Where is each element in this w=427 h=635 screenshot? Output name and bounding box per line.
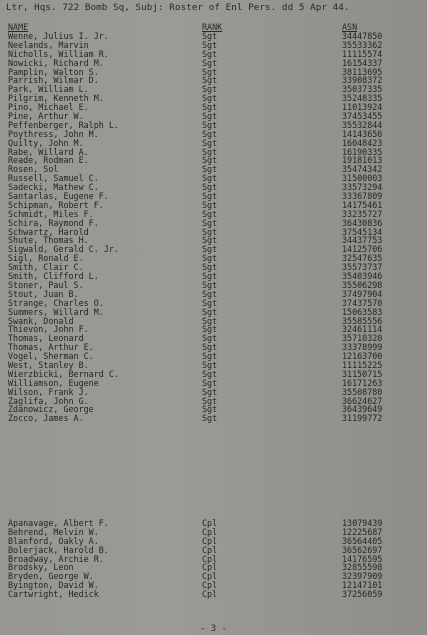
- roster-name: Schmidt, Miles F.: [8, 208, 94, 219]
- roster-asn: 35474342: [342, 164, 383, 175]
- roster-name: Bolerjack, Harold B.: [8, 544, 109, 555]
- roster-rank: Sgt: [202, 324, 218, 335]
- roster-rank: Cpl: [202, 553, 218, 564]
- roster-row: [0, 414, 427, 423]
- roster-rank: Cpl: [202, 571, 218, 582]
- roster-asn: 14143656: [342, 128, 383, 139]
- roster-asn: 12147101: [342, 580, 383, 591]
- roster-rank: Cpl: [202, 562, 218, 573]
- roster-asn: 34437753: [342, 235, 383, 246]
- roster-rank: Sgt: [202, 155, 218, 166]
- roster-rank: Sgt: [202, 146, 218, 157]
- roster-rank: Cpl: [202, 518, 218, 528]
- roster-name: Poythress, John M.: [8, 128, 99, 139]
- roster-asn: 32855598: [342, 562, 383, 573]
- roster-name: West, Stanley B.: [8, 359, 89, 370]
- roster-asn: 36624627: [342, 395, 383, 406]
- roster-name: Pine, Arthur W.: [8, 111, 84, 122]
- page-number: - 3 -: [199, 624, 228, 634]
- roster-asn: 11115574: [342, 48, 383, 59]
- roster-rank: Sgt: [202, 315, 218, 326]
- roster-name: Reade, Rodman E.: [8, 155, 89, 166]
- roster-asn: 35573737: [342, 262, 383, 273]
- roster-asn: 33367809: [342, 191, 383, 202]
- roster-asn: 33378999: [342, 342, 383, 353]
- column-header-rank: RANK: [202, 22, 223, 32]
- roster-asn: 35533362: [342, 39, 383, 50]
- roster-name: Park, William L.: [8, 84, 89, 95]
- roster-rank: Sgt: [202, 377, 218, 388]
- roster-rank: Cpl: [202, 580, 218, 591]
- roster-rank: Sgt: [202, 244, 218, 255]
- roster-name: Schwartz, Harold: [8, 226, 89, 237]
- roster-asn: 36439649: [342, 404, 383, 415]
- roster-asn: 33908372: [342, 75, 383, 86]
- roster-asn: 31199772: [342, 413, 383, 424]
- roster-name: Rabe, Willard A.: [8, 146, 89, 157]
- roster-name: Peffenberger, Ralph L.: [8, 119, 119, 130]
- roster-asn: 12163700: [342, 351, 383, 362]
- roster-name: Zocco, James A.: [8, 413, 84, 424]
- roster-name: Pilgrim, Kenneth M.: [8, 93, 104, 104]
- roster-rank: Cpl: [202, 535, 218, 546]
- roster-rank: Sgt: [202, 359, 218, 370]
- roster-asn: 35710320: [342, 333, 383, 344]
- roster-rank: Sgt: [202, 191, 218, 202]
- roster-asn: 11013924: [342, 102, 383, 113]
- roster-rank: Sgt: [202, 173, 218, 184]
- roster-name: Summers, Willard M.: [8, 306, 104, 317]
- roster-name: Nicholls, William R.: [8, 48, 109, 59]
- roster-name: Pino, Michael E.: [8, 102, 89, 113]
- roster-asn: 36564405: [342, 535, 383, 546]
- roster-name: Schira, Raymond F.: [8, 217, 99, 228]
- roster-rank: Sgt: [202, 333, 218, 344]
- roster-name: Stoner, Paul S.: [8, 279, 84, 290]
- roster-name: Shute, Thomas H.: [8, 235, 89, 246]
- roster-rank: Sgt: [202, 217, 218, 228]
- roster-name: Santarlas, Eugene F.: [8, 191, 109, 202]
- roster-name: Wilson, Frank J.: [8, 386, 89, 397]
- roster-name: Byington, David W.: [8, 580, 99, 591]
- roster-name: Schipman, Robert F.: [8, 199, 104, 210]
- roster-name: Wenne, Julius I. Jr.: [8, 31, 109, 41]
- roster-name: Bryden, George W.: [8, 571, 94, 582]
- roster-rank: Cpl: [202, 589, 218, 600]
- roster-name: Quilty, John M.: [8, 137, 84, 148]
- roster-name: Zaglifa, John G.: [8, 395, 89, 406]
- roster-name: Brodsky, Leon: [8, 562, 74, 573]
- column-header-name: NAME: [8, 22, 29, 32]
- roster-rank: Sgt: [202, 262, 218, 273]
- roster-asn: 37437570: [342, 297, 383, 308]
- roster-asn: 11115225: [342, 359, 383, 370]
- roster-asn: 37453455: [342, 111, 383, 122]
- roster-name: Wierzbicki, Bernard C.: [8, 368, 119, 379]
- roster-asn: 35403946: [342, 271, 383, 282]
- roster-rank: Sgt: [202, 199, 218, 210]
- roster-name: Stout, Juan B.: [8, 288, 79, 299]
- roster-rank: Sgt: [202, 111, 218, 122]
- roster-rank: Cpl: [202, 526, 218, 537]
- roster-rank: Sgt: [202, 208, 218, 219]
- letter-header: Ltr, Hqs. 722 Bomb Sq, Subj: Roster of Enl Pers. dd 5 Apr 44.: [6, 2, 350, 13]
- roster-name: Behrend, Melvin W.: [8, 526, 99, 537]
- roster-name: Rosen, Sol: [8, 164, 59, 175]
- roster-name: Apanavage, Albert F.: [8, 518, 109, 528]
- roster-row: [0, 590, 427, 599]
- roster-name: Pamplin, Walton S.: [8, 66, 99, 77]
- roster-name: Swank, Donald: [8, 315, 74, 326]
- roster-asn: 33573294: [342, 182, 383, 193]
- roster-rank: Sgt: [202, 226, 218, 237]
- roster-rank: Sgt: [202, 271, 218, 282]
- roster-rank: Sgt: [202, 253, 218, 264]
- roster-rank: Sgt: [202, 235, 218, 246]
- roster-asn: 13079439: [342, 518, 383, 528]
- roster-asn: 15063583: [342, 306, 383, 317]
- roster-asn: 19181013: [342, 155, 383, 166]
- roster-name: Cartwright, Hedick: [8, 589, 99, 600]
- roster-asn: 37256059: [342, 589, 383, 600]
- roster-asn: 35585556: [342, 315, 383, 326]
- roster-name: Smith, Clifford L.: [8, 271, 99, 282]
- roster-name: Sadecki, Mathew C.: [8, 182, 99, 193]
- roster-asn: 12225687: [342, 526, 383, 537]
- roster-asn: 35506298: [342, 279, 383, 290]
- roster-rank: Sgt: [202, 297, 218, 308]
- roster-rank: Sgt: [202, 48, 218, 59]
- roster-rank: Sgt: [202, 66, 218, 77]
- roster-asn: 32547635: [342, 253, 383, 264]
- roster-rank: Sgt: [202, 306, 218, 317]
- roster-name: Blanford, Oakly A.: [8, 535, 99, 546]
- roster-rank: Sgt: [202, 395, 218, 406]
- roster-rank: Sgt: [202, 404, 218, 415]
- roster-asn: 14176595: [342, 553, 383, 564]
- roster-asn: 37497904: [342, 288, 383, 299]
- roster-name: Parrish, Wilmar D.: [8, 75, 99, 86]
- roster-rank: Sgt: [202, 128, 218, 139]
- roster-asn: 16190335: [342, 146, 383, 157]
- roster-rank: Sgt: [202, 279, 218, 290]
- roster-rank: Sgt: [202, 288, 218, 299]
- roster-rank: Sgt: [202, 119, 218, 130]
- roster-asn: 36430836: [342, 217, 383, 228]
- roster-name: Williamson, Eugene: [8, 377, 99, 388]
- roster-name: Thievon, John F.: [8, 324, 89, 335]
- roster-name: Nowicki, Richard M.: [8, 57, 104, 68]
- roster-asn: 31150715: [342, 368, 383, 379]
- roster-rank: Sgt: [202, 413, 218, 424]
- roster-asn: 16048423: [342, 137, 383, 148]
- roster-rank: Sgt: [202, 351, 218, 362]
- roster-asn: 16154337: [342, 57, 383, 68]
- roster-rank: Sgt: [202, 57, 218, 68]
- roster-rank: Sgt: [202, 75, 218, 86]
- roster-rank: Sgt: [202, 31, 218, 41]
- roster-asn: 16171263: [342, 377, 383, 388]
- roster-name: Russell, Samuel C.: [8, 173, 99, 184]
- column-header-asn: ASN: [342, 22, 358, 32]
- roster-rank: Sgt: [202, 164, 218, 175]
- roster-name: Thomas, Arthur E.: [8, 342, 94, 353]
- roster-rank: Cpl: [202, 544, 218, 555]
- roster-name: Neelands, Marvin: [8, 39, 89, 50]
- roster-name: Sigwald, Gerald C. Jr.: [8, 244, 119, 255]
- roster-asn: 33235727: [342, 208, 383, 219]
- roster-asn: 38113695: [342, 66, 383, 77]
- roster-asn: 31500003: [342, 173, 383, 184]
- roster-name: Smith, Clair C.: [8, 262, 84, 273]
- corporal-list: [0, 519, 427, 599]
- roster-asn: 32397909: [342, 571, 383, 582]
- roster-name: Strange, Charles O.: [8, 297, 104, 308]
- roster-asn: 14125706: [342, 244, 383, 255]
- roster-asn: 34447850: [342, 31, 383, 41]
- roster-rank: Sgt: [202, 342, 218, 353]
- roster-name: Zdanowicz, George: [8, 404, 94, 415]
- roster-rank: Sgt: [202, 137, 218, 148]
- roster-asn: 14175461: [342, 199, 383, 210]
- roster-asn: 35532844: [342, 119, 383, 130]
- roster-asn: 35508780: [342, 386, 383, 397]
- roster-rank: Sgt: [202, 39, 218, 50]
- roster-name: Sigl, Ronald E.: [8, 253, 84, 264]
- roster-asn: 35248335: [342, 93, 383, 104]
- roster-rank: Sgt: [202, 386, 218, 397]
- roster-rank: Sgt: [202, 93, 218, 104]
- roster-name: Vogel, Sherman C.: [8, 351, 94, 362]
- roster-asn: 36562697: [342, 544, 383, 555]
- roster-rank: Sgt: [202, 84, 218, 95]
- roster-asn: 37545134: [342, 226, 383, 237]
- roster-name: Broadway, Archie R.: [8, 553, 104, 564]
- roster-asn: 35037335: [342, 84, 383, 95]
- sergeant-list: [0, 32, 427, 423]
- roster-rank: Sgt: [202, 182, 218, 193]
- roster-asn: 32461114: [342, 324, 383, 335]
- roster-rank: Sgt: [202, 368, 218, 379]
- roster-rank: Sgt: [202, 102, 218, 113]
- roster-name: Thomas, Leonard: [8, 333, 84, 344]
